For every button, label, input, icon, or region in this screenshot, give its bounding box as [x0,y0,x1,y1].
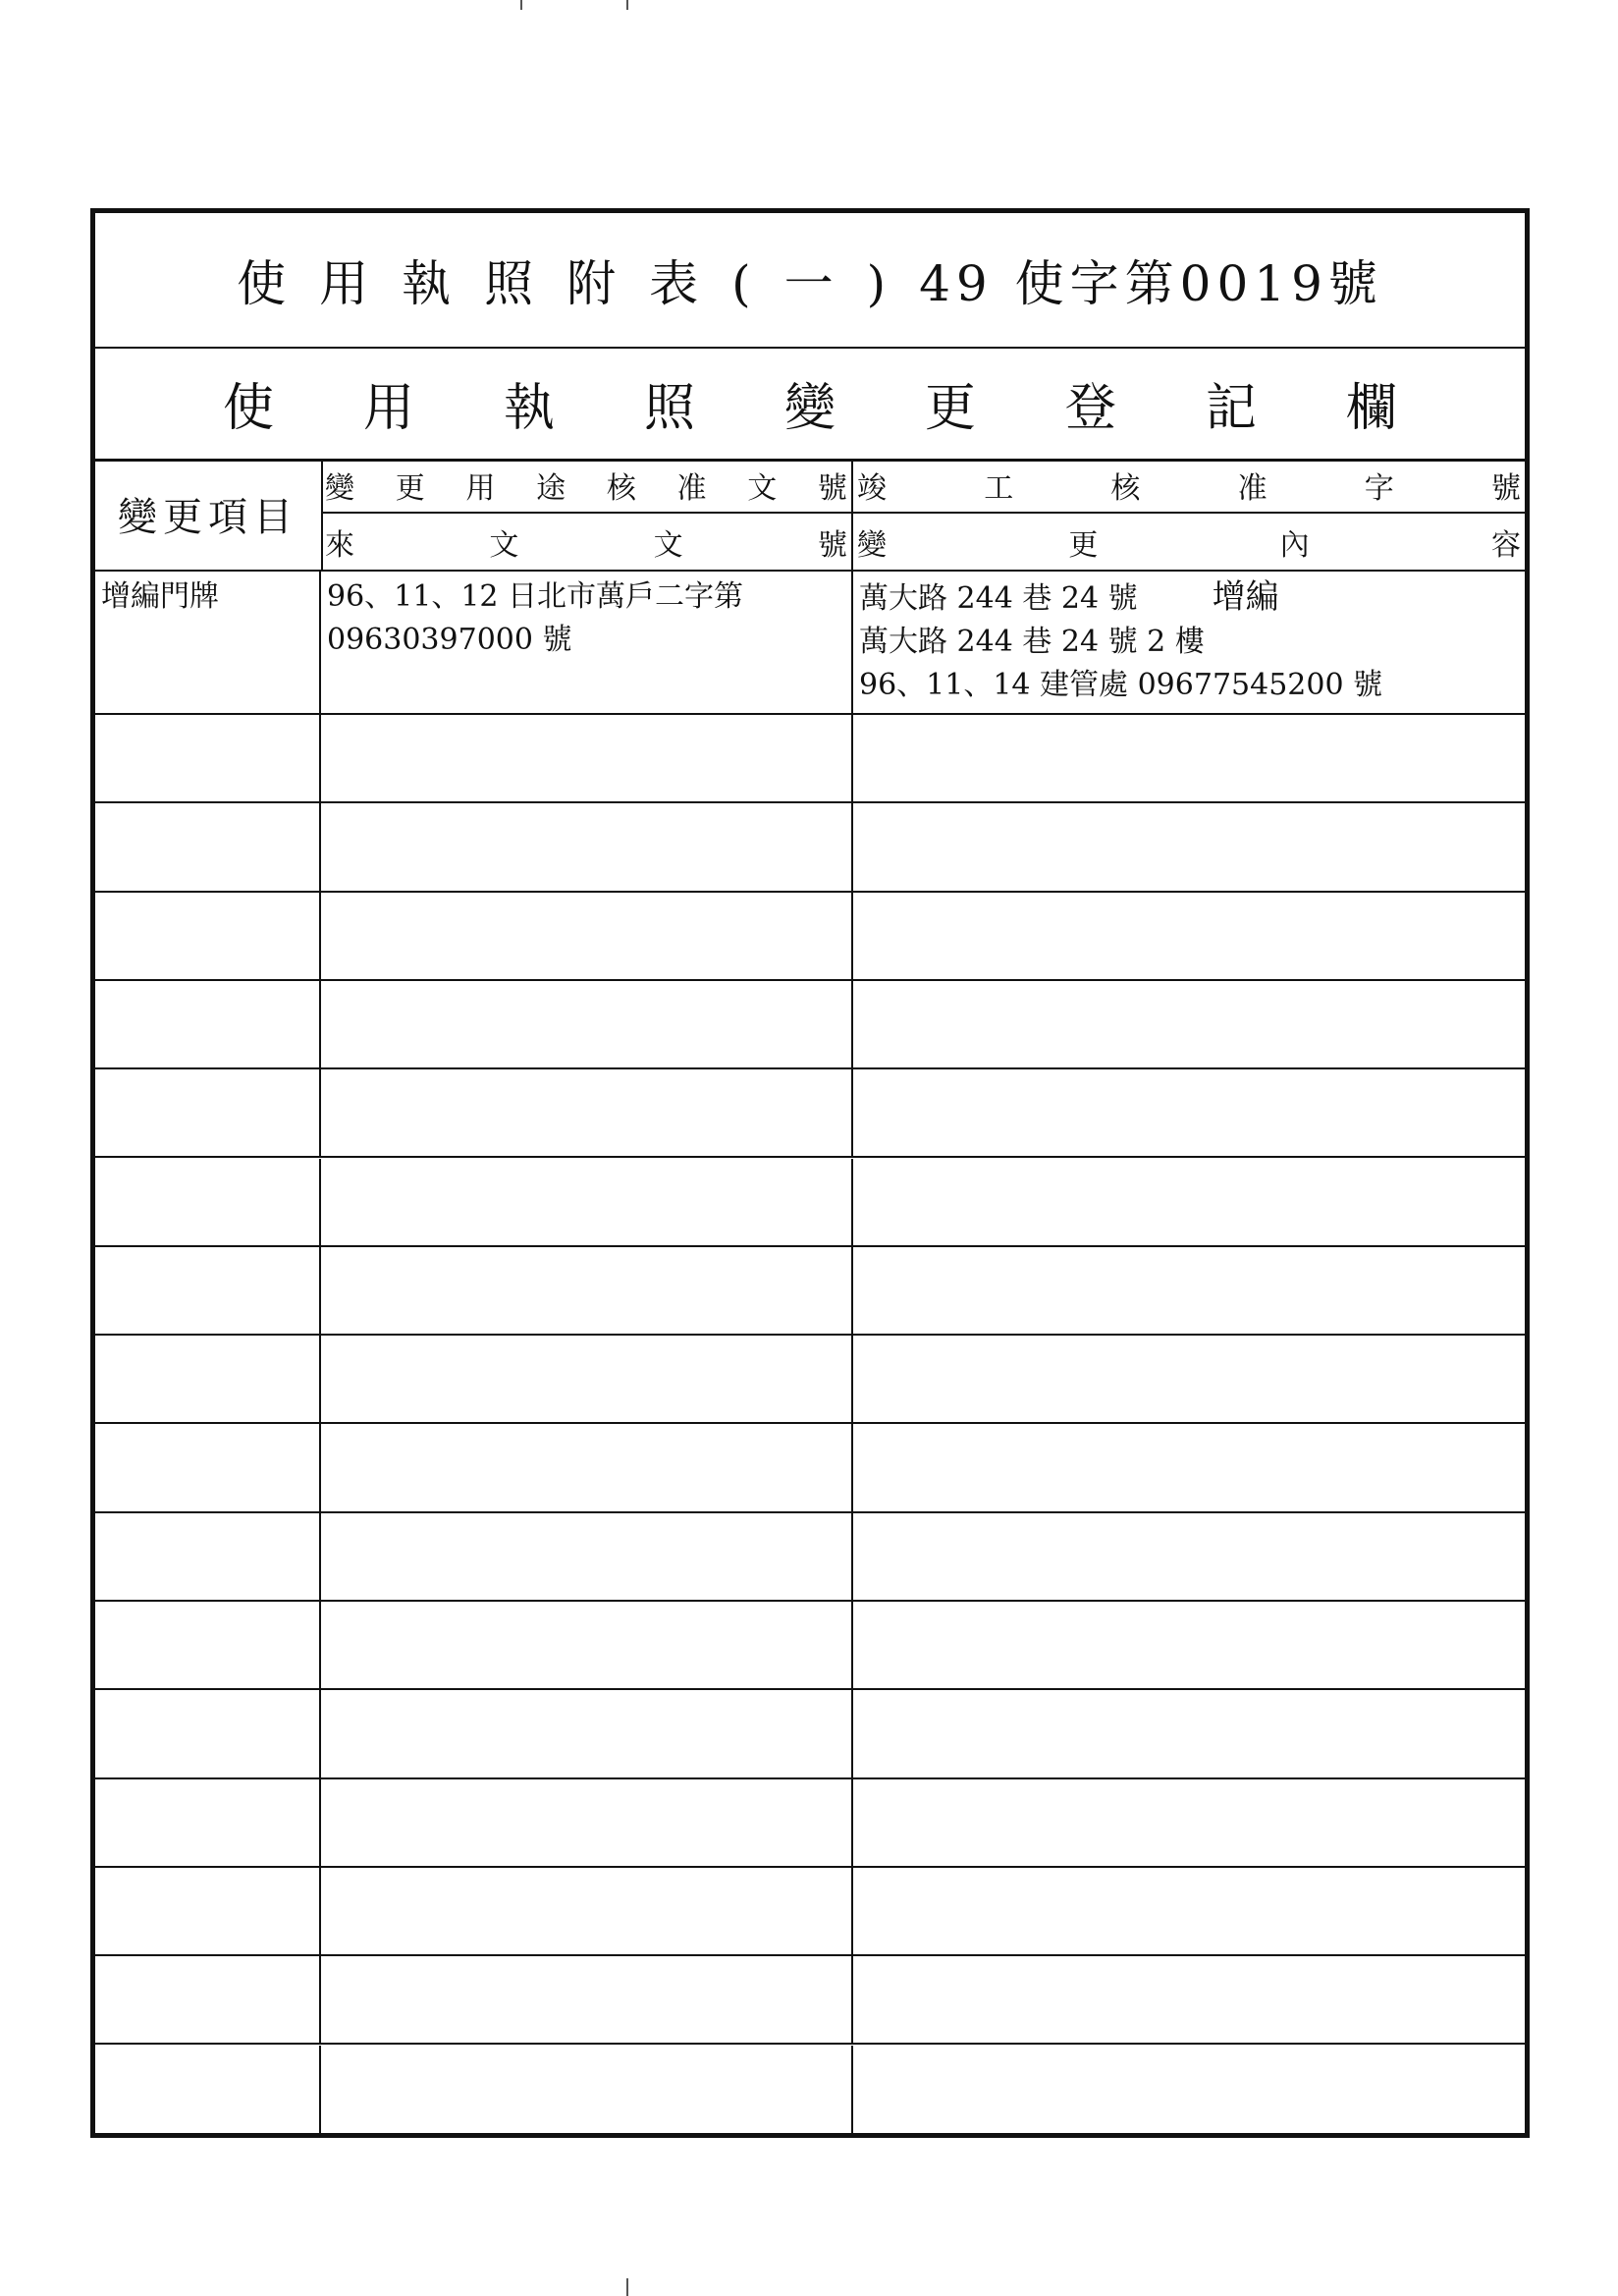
header-change-content: 變 更 內 容 [857,527,1521,563]
change-content-cell [853,2046,1525,2134]
incoming-doc-cell [321,893,853,979]
scan-mark [520,0,522,10]
incoming-doc-cell [321,1868,853,1954]
change-item-cell [95,893,321,979]
change-item-cell [95,1336,321,1422]
table-header [95,459,1525,572]
change-item-cell [95,2046,321,2134]
change-item-cell [95,1779,321,1866]
table-row [95,1336,1525,1424]
change-content-cell [853,1956,1525,2043]
table-row [95,1602,1525,1690]
scan-mark [626,0,628,10]
form-subtitle [95,347,1525,462]
change-content-cell [853,893,1525,979]
incoming-doc-cell [321,1069,853,1156]
change-content-cell [853,570,1525,713]
change-item-cell [95,981,321,1067]
change-item-cell [95,715,321,801]
table-row [95,1247,1525,1336]
subtitle-char: 記 [1205,378,1257,438]
table-row [95,570,1525,715]
subtitle-char: 執 [503,378,555,438]
form-title-number: 49 使字第0019號 [919,255,1383,312]
table-row [95,1779,1525,1868]
incoming-doc-cell [321,2046,853,2134]
table-row [95,803,1525,892]
content-line: 萬大路 244 巷 24 號 [859,581,1138,616]
change-content-cell [853,1868,1525,1954]
incoming-doc-cell [321,1956,853,2043]
change-content-cell [853,981,1525,1067]
table-row [95,1069,1525,1158]
table-row [95,1424,1525,1512]
license-form [90,208,1530,2138]
doc-line: 96、11、12 日北市萬戶二字第 [327,579,744,614]
change-content-cell [853,1159,1525,1245]
content-line: 96、11、14 建管處 09677545200 號 [859,668,1383,702]
incoming-doc-cell [321,1779,853,1866]
change-item-cell [95,1247,321,1334]
subtitle-char: 欄 [1345,378,1397,438]
table-row [95,1956,1525,2045]
incoming-doc-cell [321,1424,853,1510]
header-incoming-doc: 來 文 文 號 [321,514,853,570]
subtitle-char: 用 [362,378,414,438]
change-content-cell [853,1690,1525,1777]
change-content-cell [853,1779,1525,1866]
change-content-cell [853,1336,1525,1422]
change-content-cell [853,1069,1525,1156]
content-stamp: 增編 [1212,577,1279,617]
change-item-cell [95,1956,321,2043]
subtitle-char: 使 [223,378,275,438]
change-item-cell [95,1513,321,1600]
change-item-cell [95,803,321,890]
doc-line: 09630397000 號 [327,623,572,657]
incoming-doc-cell [321,1159,853,1245]
change-item-cell [95,1602,321,1688]
table-row [95,2046,1525,2134]
header-completion-approval: 竣 工 核 准 字 號 [853,459,1525,514]
change-content-cell [853,1513,1525,1600]
table-row [95,1513,1525,1602]
change-item-cell [95,1069,321,1156]
change-content-cell [853,1247,1525,1334]
change-content-cell [853,1602,1525,1688]
table-row [95,981,1525,1069]
change-item-cell [95,1868,321,1954]
incoming-doc-cell [321,1247,853,1334]
change-content-cell [853,803,1525,890]
change-item-cell [95,1159,321,1245]
scan-mark [626,2278,628,2296]
change-content-cell [853,1424,1525,1510]
header-item-label: 變更項目 [95,459,323,570]
table-row [95,1159,1525,1247]
subtitle-char: 照 [643,378,695,438]
incoming-doc-cell [321,1690,853,1777]
change-item: 增編門牌 [101,579,219,614]
form-title-prefix: 使用執照附表(一) [237,255,920,312]
subtitle-char: 更 [924,378,976,438]
incoming-doc-cell [321,570,853,713]
subtitle-char: 變 [783,378,836,438]
change-item-cell [95,1424,321,1510]
incoming-doc-cell [321,981,853,1067]
content-line: 萬大路 244 巷 24 號 2 樓 [859,625,1205,659]
incoming-doc-cell [321,803,853,890]
incoming-doc-cell [321,1336,853,1422]
subtitle-char: 登 [1064,378,1116,438]
incoming-doc-cell [321,1513,853,1600]
header-approval-doc: 變 更 用 途 核 准 文 號 [321,459,853,514]
incoming-doc-cell [321,715,853,801]
form-title [95,213,1525,349]
change-item-cell [95,570,321,713]
incoming-doc-cell [321,1602,853,1688]
table-row [95,1690,1525,1778]
change-item-cell [95,1690,321,1777]
table-row [95,715,1525,803]
change-content-cell [853,715,1525,801]
table-row [95,1868,1525,1956]
table-row [95,893,1525,981]
